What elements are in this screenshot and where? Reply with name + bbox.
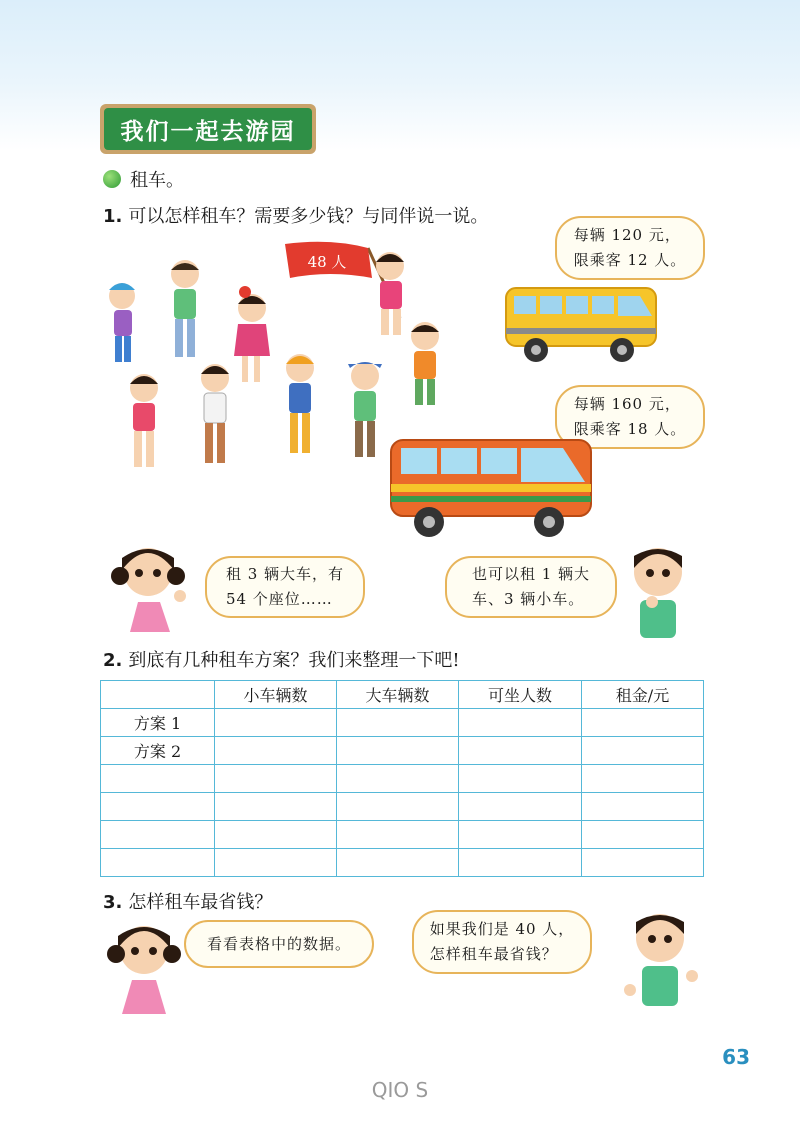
table-cell[interactable] xyxy=(337,765,459,793)
kid-7 xyxy=(201,364,229,463)
table-cell[interactable] xyxy=(215,709,337,737)
boy-illustration-2 xyxy=(616,906,706,1010)
girl-speech-1-line1: 租 3 辆大车，有 xyxy=(225,565,345,583)
question-1-text: 可以怎样租车？需要多少钱？与同伴说一说。 xyxy=(128,206,489,227)
table-cell[interactable] xyxy=(582,821,704,849)
girl-illustration xyxy=(108,540,198,636)
kid-4-flagbearer xyxy=(376,252,404,335)
table-header-big-cars: 大车辆数 xyxy=(337,681,459,709)
girl-speech-bubble-2 xyxy=(184,920,374,968)
boy-speech-2-line2: 怎样租车最省钱？ xyxy=(429,945,558,963)
question-2-number: 2. xyxy=(103,650,123,671)
table-header-blank xyxy=(101,681,215,709)
table-row xyxy=(101,709,704,737)
big-bus-price-line2: 限乘客 18 人。 xyxy=(573,420,687,438)
kid-8 xyxy=(286,354,314,453)
question-1-number: 1. xyxy=(103,206,123,227)
table-cell[interactable] xyxy=(459,821,582,849)
row-label xyxy=(101,765,215,793)
small-bus-price-line1: 每辆 120 元， xyxy=(573,226,681,244)
table-cell[interactable] xyxy=(459,849,582,877)
table-cell[interactable] xyxy=(337,737,459,765)
girl-illustration-2 xyxy=(104,918,184,1018)
kid-9 xyxy=(348,362,382,457)
row-label xyxy=(101,821,215,849)
table-cell[interactable] xyxy=(215,765,337,793)
table-cell[interactable] xyxy=(215,821,337,849)
big-bus-illustration xyxy=(385,432,605,544)
rental-plan-table xyxy=(100,680,704,877)
girl-speech-2-text: 看看表格中的数据。 xyxy=(206,934,351,953)
section-label: 租车。 xyxy=(130,170,184,191)
kid-5 xyxy=(411,322,439,405)
table-cell[interactable] xyxy=(582,849,704,877)
table-header-small-cars: 小车辆数 xyxy=(215,681,337,709)
section-heading xyxy=(103,166,184,192)
boy-speech-bubble-1 xyxy=(445,556,617,618)
table-cell[interactable] xyxy=(337,709,459,737)
table-cell[interactable] xyxy=(337,849,459,877)
table-row xyxy=(101,849,704,877)
question-2 xyxy=(103,646,460,672)
table-cell[interactable] xyxy=(215,849,337,877)
row-label xyxy=(101,849,215,877)
boy-speech-2-line1: 如果我们是 40 人， xyxy=(429,920,575,938)
question-3-text: 怎样租车最省钱？ xyxy=(128,892,273,913)
green-bullet-icon xyxy=(103,170,121,188)
lesson-title: 我们一起去游园 xyxy=(104,108,312,150)
table-cell[interactable] xyxy=(337,793,459,821)
small-bus-price-bubble xyxy=(555,216,705,280)
table-cell[interactable] xyxy=(582,765,704,793)
kid-6 xyxy=(130,374,158,467)
table-cell[interactable] xyxy=(459,793,582,821)
table-row xyxy=(101,793,704,821)
table-header-seats: 可坐人数 xyxy=(459,681,582,709)
row-label xyxy=(101,793,215,821)
kid-2 xyxy=(171,260,199,357)
kid-3 xyxy=(234,286,270,382)
table-cell[interactable] xyxy=(215,793,337,821)
table-row xyxy=(101,821,704,849)
page-number: 63 xyxy=(722,1045,750,1069)
table-header-row xyxy=(101,681,704,709)
footer-watermark: QIO S xyxy=(371,1078,429,1102)
table-cell[interactable] xyxy=(215,737,337,765)
row-label: 方案 2 xyxy=(101,737,215,765)
question-3 xyxy=(103,888,272,914)
question-1 xyxy=(103,202,488,228)
boy-speech-1-line2: 车、3 辆小车。 xyxy=(471,590,585,608)
big-bus-price-line1: 每辆 160 元， xyxy=(573,395,681,413)
table-cell[interactable] xyxy=(582,709,704,737)
table-cell[interactable] xyxy=(459,737,582,765)
table-header-cost: 租金/元 xyxy=(582,681,704,709)
table-cell[interactable] xyxy=(337,821,459,849)
table-cell[interactable] xyxy=(459,765,582,793)
flag-label: 48 人 xyxy=(307,253,347,271)
kid-1 xyxy=(109,283,135,362)
table-row xyxy=(101,737,704,765)
table-cell[interactable] xyxy=(582,793,704,821)
table-cell[interactable] xyxy=(582,737,704,765)
question-3-number: 3. xyxy=(103,892,123,913)
girl-speech-bubble-1 xyxy=(205,556,365,618)
girl-speech-1-line2: 54 个座位…… xyxy=(225,590,333,608)
boy-illustration xyxy=(622,540,692,640)
lesson-title-box xyxy=(100,104,316,154)
boy-speech-1-line1: 也可以租 1 辆大 xyxy=(471,565,591,583)
table-row xyxy=(101,765,704,793)
row-label: 方案 1 xyxy=(101,709,215,737)
boy-speech-bubble-2 xyxy=(412,910,592,974)
question-2-text: 到底有几种租车方案？我们来整理一下吧! xyxy=(128,650,460,671)
small-bus-illustration xyxy=(500,282,670,368)
table-cell[interactable] xyxy=(459,709,582,737)
small-bus-price-line2: 限乘客 12 人。 xyxy=(573,251,687,269)
